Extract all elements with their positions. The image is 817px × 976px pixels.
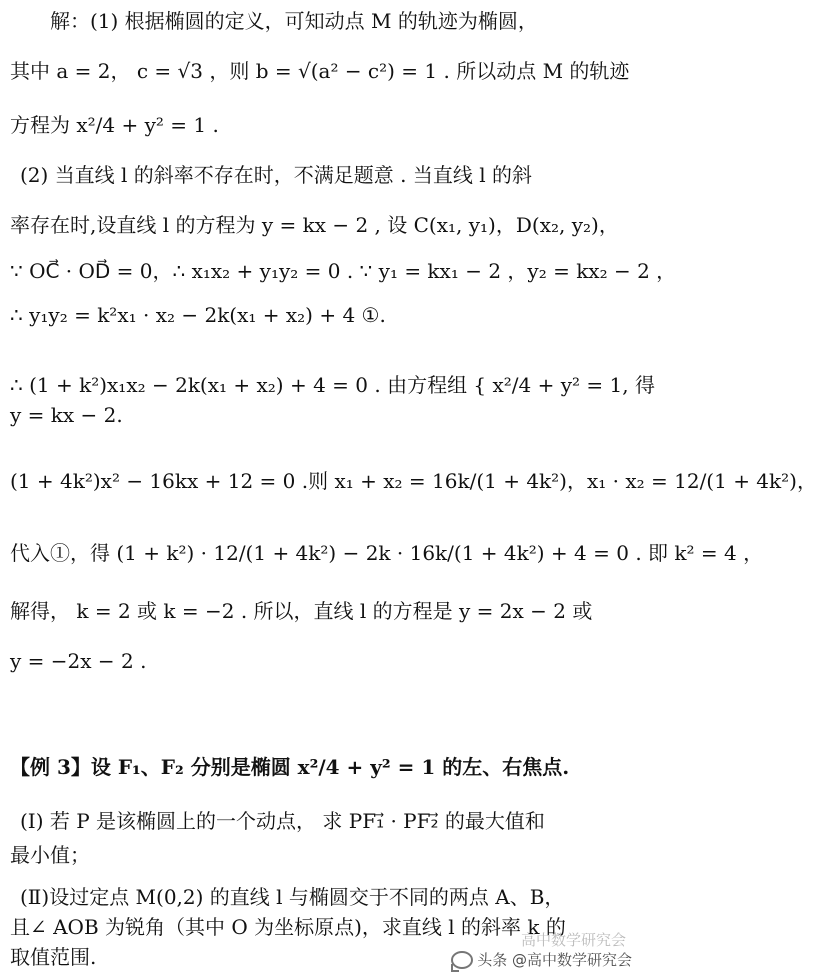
solution-line-2: 其中 a = 2， c = √3 ，则 b = √(a² − c²) = 1 . 所以动点 M 的轨迹 <box>10 59 630 83</box>
solution-line-6: ∵ OC⃗ · OD⃗ = 0，∴ x₁x₂ + y₁y₂ = 0 . ∵ y₁ = kx₁ − 2 ，y₂ = kx₂ − 2 ， <box>10 259 677 283</box>
chat-bubble-icon <box>451 951 473 969</box>
solution-line-3: 方程为 x²/4 + y² = 1 . <box>10 113 219 137</box>
example3-line-5: 且∠ AOB 为锐角（其中 O 为坐标原点)，求直线 l 的斜率 k 的 <box>10 915 566 939</box>
watermark-faint: 高中数学研究会 <box>520 931 626 949</box>
watermark <box>451 949 632 970</box>
example3-line-4: (Ⅱ)设过定点 M(0,2) 的直线 l 与椭圆交于不同的两点 A、B， <box>20 885 565 909</box>
solution-line-8: ∴ (1 + k²)x₁x₂ − 2k(x₁ + x₂) + 4 = 0 . 由方程组 { x²/4 + y² = 1, 得 <box>10 373 655 397</box>
solution-line-12: 解得， k = 2 或 k = −2 . 所以，直线 l 的方程是 y = 2x − 2 或 <box>10 599 593 623</box>
solution-line-9: y = kx − 2. <box>10 403 123 427</box>
solution-line-4: (2) 当直线 l 的斜率不存在时，不满足题意 . 当直线 l 的斜 <box>20 163 532 187</box>
solution-line-11: 代入①，得 (1 + k²) · 12/(1 + 4k²) − 2k · 16k/(1 + 4k²) + 4 = 0 . 即 k² = 4 ， <box>10 541 764 565</box>
solution-line-1: 解：(1) 根据椭圆的定义，可知动点 M 的轨迹为椭圆， <box>50 9 538 33</box>
example3-line-2: (Ⅰ) 若 P 是该椭圆上的一个动点， 求 PF₁⃗ · PF₂⃗ 的最大值和 <box>20 809 545 833</box>
solution-line-7: ∴ y₁y₂ = k²x₁ · x₂ − 2k(x₁ + x₂) + 4 ①. <box>10 303 386 327</box>
solution-line-5: 率存在时,设直线 l 的方程为 y = kx − 2 , 设 C(x₁, y₁)，D(x₂, y₂)， <box>10 213 619 237</box>
example3-line-6: 取值范围. <box>10 945 97 969</box>
solution-line-13: y = −2x − 2 . <box>10 649 147 673</box>
watermark-text: 头条 @高中数学研究会 <box>477 951 632 969</box>
example3-line-1: 【例 3】设 F₁、F₂ 分别是椭圆 x²/4 + y² = 1 的左、右焦点. <box>10 755 570 779</box>
example3-line-3: 最小值； <box>10 843 90 867</box>
solution-line-10: (1 + 4k²)x² − 16kx + 12 = 0 .则 x₁ + x₂ = 16k/(1 + 4k²)，x₁ · x₂ = 12/(1 + 4k²)， <box>10 469 817 493</box>
